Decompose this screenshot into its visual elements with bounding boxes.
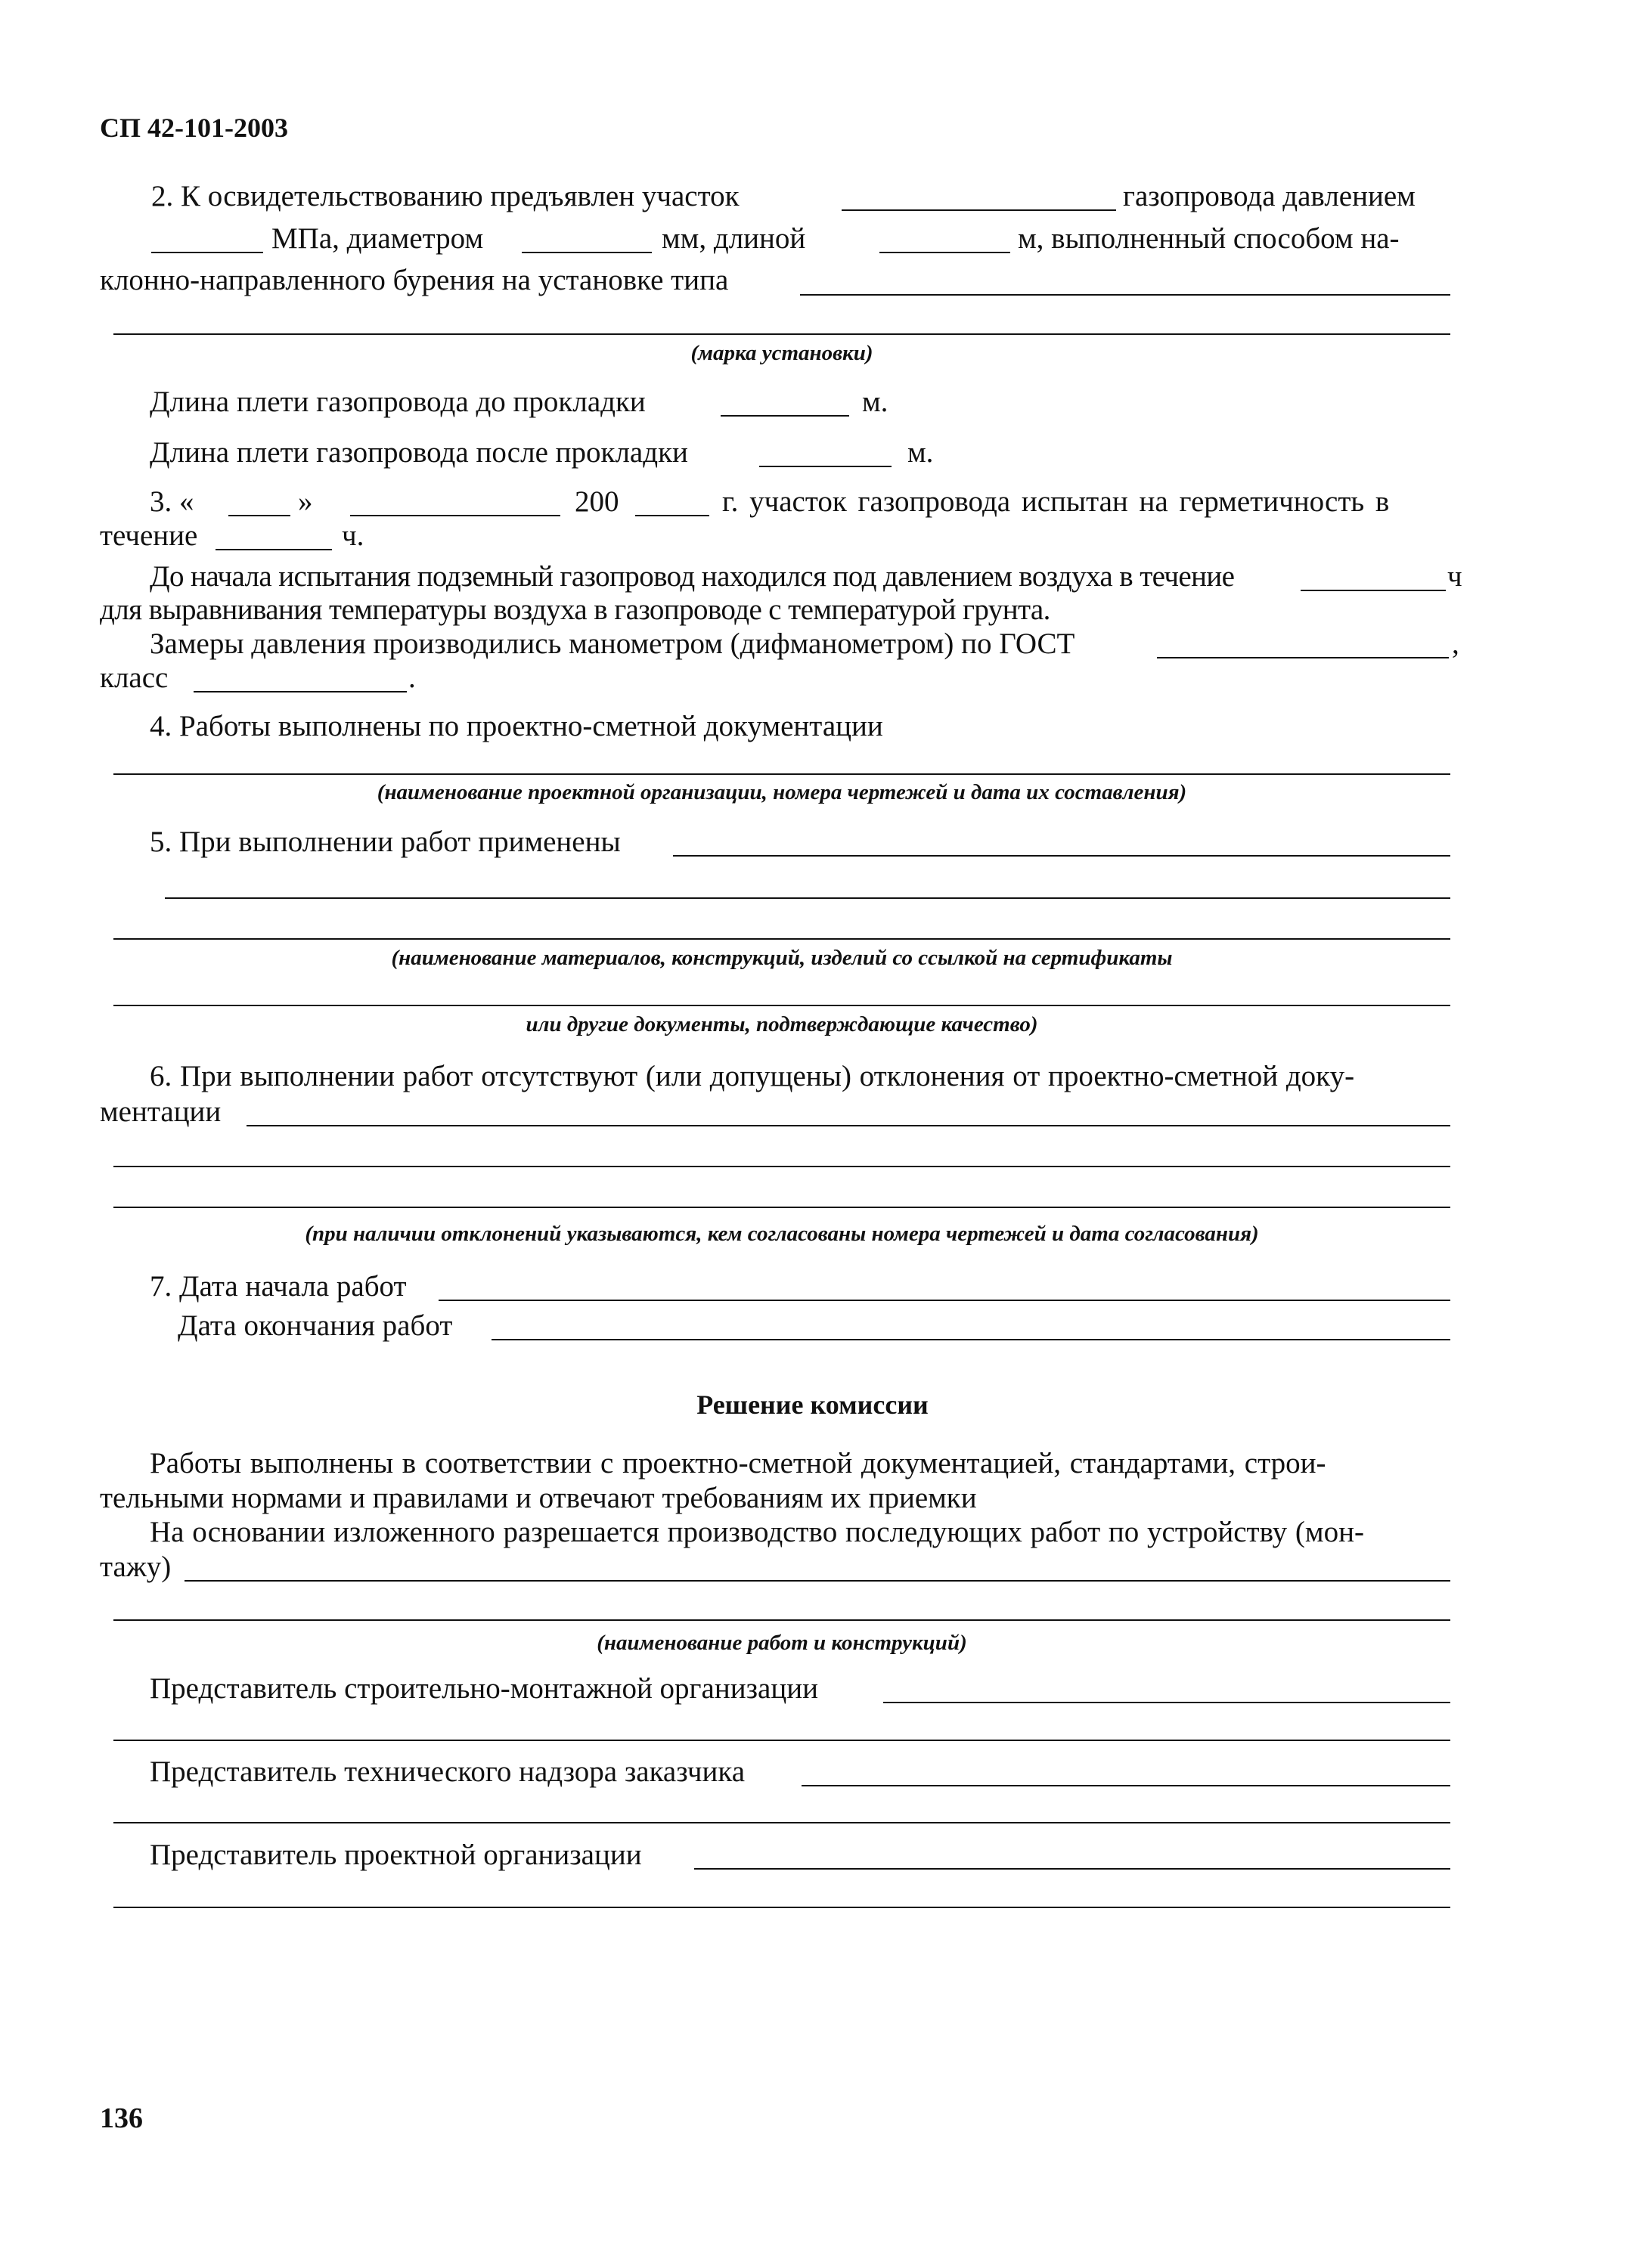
class-blank-field[interactable] xyxy=(194,691,407,692)
item3-class-period: . xyxy=(408,662,416,694)
materials-blank-field-2[interactable] xyxy=(165,897,1450,899)
item3-number: 3. « xyxy=(150,485,194,518)
sign-design-label: Представитель проектной организации xyxy=(150,1839,642,1871)
materials-blank-field-4[interactable] xyxy=(113,1005,1450,1006)
sign-supervision-label: Представитель технического надзора заказчика xyxy=(150,1755,746,1788)
item3-class-label: класс xyxy=(100,662,169,694)
item3-comma: , xyxy=(1452,627,1459,660)
item3-hold-unit: ч xyxy=(1447,560,1462,593)
length-before-label: Длина плети газопровода до прокладки xyxy=(150,386,646,418)
pressure-blank-field[interactable] xyxy=(151,252,263,253)
sign-construction-label: Представитель строительно-монтажной организации xyxy=(150,1672,818,1705)
test-year-blank-field[interactable] xyxy=(635,515,709,516)
item4-text: 4. Работы выполнены по проектно-сметной документации xyxy=(150,710,883,742)
materials-blank-field-1[interactable] xyxy=(673,855,1450,857)
item2-method-label: м, выполненный способом на- xyxy=(1018,222,1400,255)
length-blank-field[interactable] xyxy=(879,252,1010,253)
item2-length-label: мм, длиной xyxy=(662,222,806,255)
works-blank-field-1[interactable] xyxy=(185,1580,1450,1582)
start-date-label: 7. Дата начала работ xyxy=(150,1270,407,1303)
decision-para2-line2: тажу) xyxy=(100,1551,172,1583)
decision-para1-line2: тельными нормами и правилами и отвечают требованиям их приемки xyxy=(100,1482,977,1514)
item2-line1-end: газопровода давлением xyxy=(1123,180,1416,212)
item3-hours-unit: ч. xyxy=(342,519,364,552)
deviations-blank-field-3[interactable] xyxy=(113,1207,1450,1208)
gost-blank-field[interactable] xyxy=(1157,657,1449,658)
item6-line1: 6. При выполнении работ отсутствуют (или допущены) отклонения от проектно-сметной доку- xyxy=(150,1060,1355,1092)
item5-text: 5. При выполнении работ применены xyxy=(150,826,621,858)
decision-title: Решение комиссии xyxy=(696,1390,929,1420)
deviations-caption: (при наличии отклонений указываются, кем согласованы номера чертежей и дата согласования) xyxy=(305,1222,1259,1246)
installation-type-blank-field[interactable] xyxy=(800,294,1450,296)
section-blank-field[interactable] xyxy=(842,209,1116,211)
item2-mpa-label: МПа, диаметром xyxy=(271,222,484,255)
end-date-label: Дата окончания работ xyxy=(178,1309,453,1342)
installation-brand-caption: (марка установки) xyxy=(690,341,873,365)
length-after-label: Длина плети газопровода после прокладки xyxy=(150,436,688,469)
diameter-blank-field[interactable] xyxy=(522,252,652,253)
item3-pressure-hold-text: До начала испытания подземный газопровод находился под давлением воздуха в течение xyxy=(150,560,1235,593)
length-before-unit: м. xyxy=(862,386,888,418)
length-after-unit: м. xyxy=(907,436,934,469)
document-code: СП 42-101-2003 xyxy=(100,113,288,143)
sign-design-blank-field-2[interactable] xyxy=(113,1907,1450,1908)
decision-para2-line1: На основании изложенного разрешается производство последующих работ по устройству (мон- xyxy=(150,1516,1364,1548)
item3-temperature-text: для выравнивания температуры воздуха в газопроводе с температурой грунта. xyxy=(100,593,1050,626)
test-duration-blank-field[interactable] xyxy=(216,549,332,550)
works-blank-field-2[interactable] xyxy=(113,1619,1450,1621)
page-number: 136 xyxy=(100,2102,143,2134)
installation-brand-line[interactable] xyxy=(113,333,1450,335)
item3-quote-close: » xyxy=(298,485,313,518)
sign-supervision-blank-field[interactable] xyxy=(802,1785,1450,1786)
length-after-blank-field[interactable] xyxy=(759,466,892,467)
end-date-blank-field[interactable] xyxy=(492,1339,1450,1340)
sign-design-blank-field[interactable] xyxy=(694,1868,1450,1870)
item3-year-prefix: 200 xyxy=(575,485,619,518)
works-caption: (наименование работ и конструкций) xyxy=(597,1631,967,1655)
design-org-caption: (наименование проектной организации, номера чертежей и дата их составления) xyxy=(377,780,1187,804)
item6-line2: ментации xyxy=(100,1095,222,1128)
sign-construction-blank-field-2[interactable] xyxy=(113,1740,1450,1741)
sign-supervision-blank-field-2[interactable] xyxy=(113,1822,1450,1823)
hold-time-blank-field[interactable] xyxy=(1301,590,1446,591)
item2-line3: клонно-направленного бурения на установке типа xyxy=(100,264,729,296)
test-month-blank-field[interactable] xyxy=(350,515,560,516)
deviations-blank-field-1[interactable] xyxy=(247,1125,1450,1126)
item3-duration-label: течение xyxy=(100,519,198,552)
sign-construction-blank-field[interactable] xyxy=(883,1702,1450,1703)
design-org-blank-field[interactable] xyxy=(113,773,1450,775)
item3-manometer-text: Замеры давления производились манометром (дифманометром) по ГОСТ xyxy=(150,627,1075,660)
materials-caption-1: (наименование материалов, конструкций, изделий со ссылкой на сертификаты xyxy=(391,946,1173,970)
materials-blank-field-3[interactable] xyxy=(113,938,1450,940)
item2-line1-start: 2. К освидетельствованию предъявлен участок xyxy=(151,180,740,212)
length-before-blank-field[interactable] xyxy=(721,415,849,417)
decision-para1-line1: Работы выполнены в соответствии с проектно-сметной документацией, стандартами, строи- xyxy=(150,1447,1326,1479)
item3-line1-rest: г. участок газопровода испытан на герметичность в xyxy=(722,485,1390,518)
start-date-blank-field[interactable] xyxy=(439,1300,1450,1301)
materials-caption-2: или другие документы, подтверждающие качество) xyxy=(526,1012,1038,1036)
test-day-blank-field[interactable] xyxy=(228,515,290,516)
deviations-blank-field-2[interactable] xyxy=(113,1166,1450,1167)
